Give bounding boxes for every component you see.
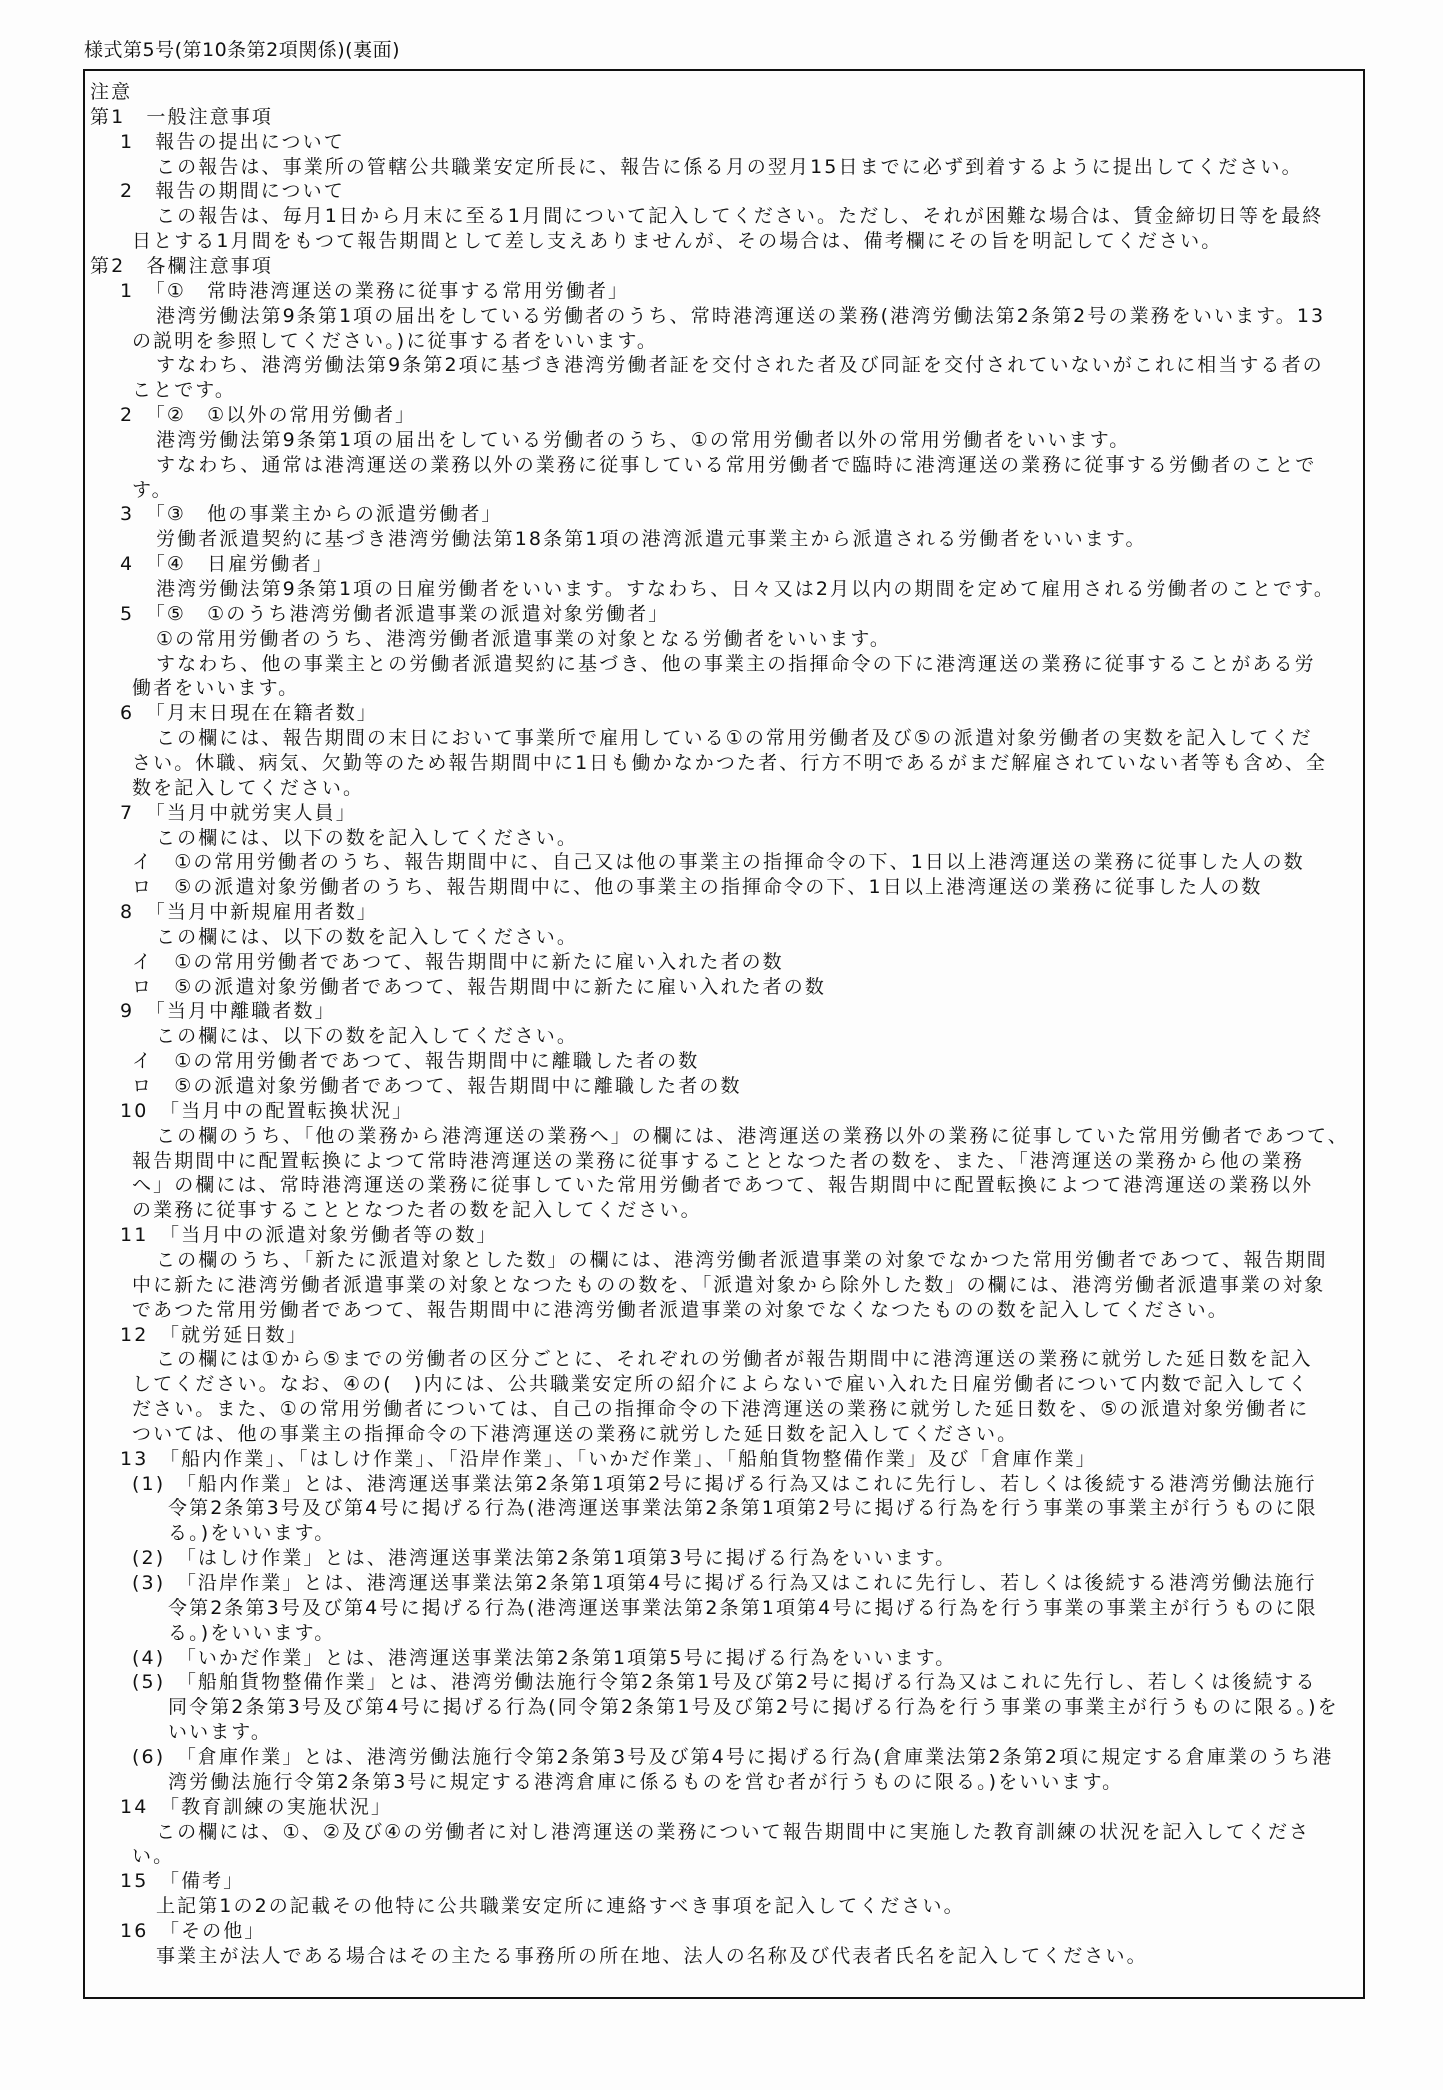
notice-line: 令第2条第3号及び第4号に掲げる行為(港湾運送事業法第2条第1項第2号に掲げる行為を行う事業の事業主が行うものに限 — [168, 1497, 1318, 1520]
notice-line: 11 「当月中の派遣対象労働者等の数」 — [120, 1224, 498, 1247]
notice-line: 働者をいいます。 — [132, 677, 300, 700]
notice-line: 12 「就労延日数」 — [120, 1323, 308, 1346]
notice-line: 3 「③ 他の事業主からの派遣労働者」 — [120, 503, 503, 526]
notice-line: この欄には①から⑤までの労働者の区分ごとに、それぞれの労働者が報告期間中に港湾運送の業務に就労した延日数を記入 — [156, 1348, 1313, 1371]
notice-line: 事業主が法人である場合はその主たる事務所の所在地、法人の名称及び代表者氏名を記入してください。 — [156, 1944, 1148, 1967]
notice-line: 6 「月末日現在在籍者数」 — [120, 702, 378, 725]
notice-line: ださい。また、①の常用労働者については、自己の指揮命令の下港湾運送の業務に就労した延日数を、⑤の派遣対象労働者に — [132, 1398, 1310, 1421]
notice-line: 報告期間中に配置転換によつて常時港湾運送の業務に従事することとなつた者の数を、また、「港湾運送の業務から他の業務 — [132, 1149, 1305, 1172]
notice-line: 港湾労働法第9条第1項の日雇労働者をいいます。すなわち、日々又は2月以内の期間を定めて雇用される労働者のことです。 — [156, 578, 1335, 600]
notice-line: 9 「当月中離職者数」 — [120, 1000, 336, 1023]
notice-line: 4 「④ 日雇労働者」 — [120, 553, 334, 576]
notice-line: 第2 各欄注意事項 — [90, 254, 273, 277]
notice-line: ①の常用労働者のうち、港湾労働者派遣事業の対象となる労働者をいいます。 — [156, 627, 892, 650]
notice-line: 13 「船内作業」、「はしけ作業」、「沿岸作業」、「いかだ作業」、「船舶貨物整備作業」及び「倉庫作業」 — [120, 1447, 1097, 1470]
notice-line: 港湾労働法第9条第1項の届出をしている労働者のうち、①の常用労働者以外の常用労働者をいいます。 — [156, 428, 1131, 451]
notice-line: してください。なお、④の( )内には、公共職業安定所の紹介によらないで雇い入れた日雇労働者について内数で記入してく — [132, 1373, 1310, 1396]
notice-line: いいます。 — [168, 1721, 272, 1744]
notice-line: この欄には、以下の数を記入してください。 — [156, 925, 579, 948]
notice-line: (2) 「はしけ作業」とは、港湾運送事業法第2条第1項第3号に掲げる行為をいいます。 — [132, 1547, 957, 1570]
notice-line: 日とする1月間をもつて報告期間として差し支えありませんが、その場合は、備考欄にその旨を明記してください。 — [132, 230, 1223, 253]
notice-line: 労働者派遣契約に基づき港湾労働法第18条第1項の港湾派遣元事業主から派遣される労働者をいいます。 — [156, 528, 1147, 551]
notice-line: イ ①の常用労働者であつて、報告期間中に新たに雇い入れた者の数 — [132, 950, 784, 973]
notice-line: (5) 「船舶貨物整備作業」とは、港湾労働法施行令第2条第1号及び第2号に掲げる行為又はこれに先行し、若しくは後続する — [132, 1671, 1317, 1694]
notice-line: ロ ⑤の派遣対象労働者のうち、報告期間中に、他の事業主の指揮命令の下、1日以上港湾運送の業務に従事した人の数 — [132, 876, 1263, 899]
notice-line: 湾労働法施行令第2条第3号に規定する港湾倉庫に係るものを営む者が行うものに限る。)をいいます。 — [168, 1770, 1124, 1793]
notice-line: 令第2条第3号及び第4号に掲げる行為(港湾運送事業法第2条第1項第4号に掲げる行為を行う事業の事業主が行うものに限 — [168, 1596, 1318, 1619]
notice-line: 上記第1の2の記載その他特に公共職業安定所に連絡すべき事項を記入してください。 — [156, 1895, 965, 1918]
notice-line: の説明を参照してください。)に従事する者をいいます。 — [132, 329, 658, 352]
notice-line: 注意 — [90, 81, 133, 103]
notice-line: 中に新たに港湾労働者派遣事業の対象となつたものの数を、「派遣対象から除外した数」の欄には、港湾労働者派遣事業の対象 — [132, 1273, 1326, 1296]
notice-line: 港湾労働法第9条第1項の届出をしている労働者のうち、常時港湾運送の業務(港湾労働法第2条第2号の業務をいいます。13 — [156, 304, 1326, 327]
notice-line: この報告は、毎月1日から月末に至る1月間について記入してください。ただし、それが困難な場合は、賃金締切日等を最終 — [156, 205, 1324, 228]
notice-line: さい。休職、病気、欠勤等のため報告期間中に1日も働かなかつた者、行方不明であるがまだ解雇されていない者等も含め、全 — [132, 751, 1328, 774]
notice-line: の業務に従事することとなつた者の数を記入してください。 — [132, 1199, 702, 1222]
notice-line: イ ①の常用労働者のうち、報告期間中に、自己又は他の事業主の指揮命令の下、1日以上港湾運送の業務に従事した人の数 — [132, 851, 1305, 874]
notice-line: ロ ⑤の派遣対象労働者であつて、報告期間中に新たに雇い入れた者の数 — [132, 975, 826, 998]
form-title: 様式第5号(第10条第2項関係)(裏面) — [84, 39, 401, 61]
notice-line: この欄のうち、「他の業務から港湾運送の業務へ」の欄には、港湾運送の業務以外の業務に従事していた常用労働者であつて、 — [156, 1124, 1349, 1147]
notice-line: へ」の欄には、常時港湾運送の業務に従事していた常用労働者であつて、報告期間中に配置転換によつて港湾運送の業務以外 — [132, 1174, 1314, 1197]
notice-line: (3) 「沿岸作業」とは、港湾運送事業法第2条第1項第4号に掲げる行為又はこれに先行し、若しくは後続する港湾労働法施行 — [132, 1572, 1317, 1594]
notice-line: この報告は、事業所の管轄公共職業安定所長に、報告に係る月の翌月15日までに必ず到着するように提出してください。 — [156, 155, 1303, 178]
notice-line: イ ①の常用労働者であつて、報告期間中に離職した者の数 — [132, 1050, 700, 1073]
notice-line: であつた常用労働者であつて、報告期間中に港湾労働者派遣事業の対象でなくなつたものの数を記入してください。 — [132, 1298, 1229, 1321]
notice-line: 15 「備考」 — [120, 1870, 245, 1893]
notice-line: (6) 「倉庫作業」とは、港湾労働法施行令第2条第3号及び第4号に掲げる行為(倉庫業法第2条第2項に規定する倉庫業のうち港 — [132, 1745, 1334, 1768]
notice-line: 2 「② ①以外の常用労働者」 — [120, 404, 417, 427]
notice-line: 同令第2条第3号及び第4号に掲げる行為(同令第2条第1号及び第2号に掲げる行為を行う事業の事業主が行うものに限る。)を — [168, 1696, 1339, 1719]
notice-line: (1) 「船内作業」とは、港湾運送事業法第2条第1項第2号に掲げる行為又はこれに先行し、若しくは後続する港湾労働法施行 — [132, 1472, 1317, 1495]
notice-line: す。 — [132, 478, 173, 501]
notice-line: い。 — [132, 1845, 175, 1868]
notice-line: 16 「その他」 — [120, 1919, 266, 1942]
notice-line: 8 「当月中新規雇用者数」 — [120, 901, 378, 924]
notice-line: すなわち、通常は港湾運送の業務以外の業務に従事している常用労働者で臨時に港湾運送の業務に従事する労働者のことで — [156, 453, 1317, 476]
notice-line: 数を記入してください。 — [132, 776, 365, 799]
notice-line: この欄には、以下の数を記入してください。 — [156, 826, 579, 849]
notice-line: ついては、他の事業主の指揮命令の下港湾運送の業務に就労した延日数を記入してください。 — [132, 1422, 1019, 1445]
notice-line: ロ ⑤の派遣対象労働者であつて、報告期間中に離職した者の数 — [132, 1075, 742, 1097]
notice-line: 5 「⑤ ①のうち港湾労働者派遣事業の派遣対象労働者」 — [120, 602, 670, 625]
notice-line: 7 「当月中就労実人員」 — [120, 801, 357, 824]
notice-line: 1 報告の提出について — [120, 130, 345, 153]
notice-line: 14 「教育訓練の実施状況」 — [120, 1795, 393, 1818]
notice-line: る。)をいいます。 — [168, 1621, 336, 1644]
notice-line: すなわち、港湾労働法第9条第2項に基づき港湾労働者証を交付された者及び同証を交付されていないがこれに相当する者の — [156, 354, 1324, 377]
notice-line: この欄には、以下の数を記入してください。 — [156, 1025, 579, 1048]
notice-line: 10 「当月中の配置転換状況」 — [120, 1099, 414, 1122]
notice-line: ことです。 — [132, 379, 236, 402]
notice-line: この欄のうち、「新たに派遣対象とした数」の欄には、港湾労働者派遣事業の対象でなかつた常用労働者であつて、報告期間 — [156, 1248, 1328, 1271]
notice-line: る。)をいいます。 — [168, 1522, 336, 1545]
notice-line: 1 「① 常時港湾運送の業務に従事する常用労働者」 — [120, 279, 630, 302]
notice-line: すなわち、他の事業主との労働者派遣契約に基づき、他の事業主の指揮命令の下に港湾運送の業務に従事することがある労 — [156, 652, 1316, 675]
notice-line: (4) 「いかだ作業」とは、港湾運送事業法第2条第1項第5号に掲げる行為をいいます。 — [132, 1646, 957, 1669]
notice-line: 2 報告の期間について — [120, 180, 345, 203]
notice-line: この欄には、報告期間の末日において事業所で雇用している①の常用労働者及び⑤の派遣対象労働者の実数を記入してくだ — [156, 727, 1313, 750]
notice-line: この欄には、①、②及び④の労働者に対し港湾運送の業務について報告期間中に実施した教育訓練の状況を記入してくださ — [156, 1820, 1311, 1843]
notice-line: 第1 一般注意事項 — [90, 105, 273, 128]
